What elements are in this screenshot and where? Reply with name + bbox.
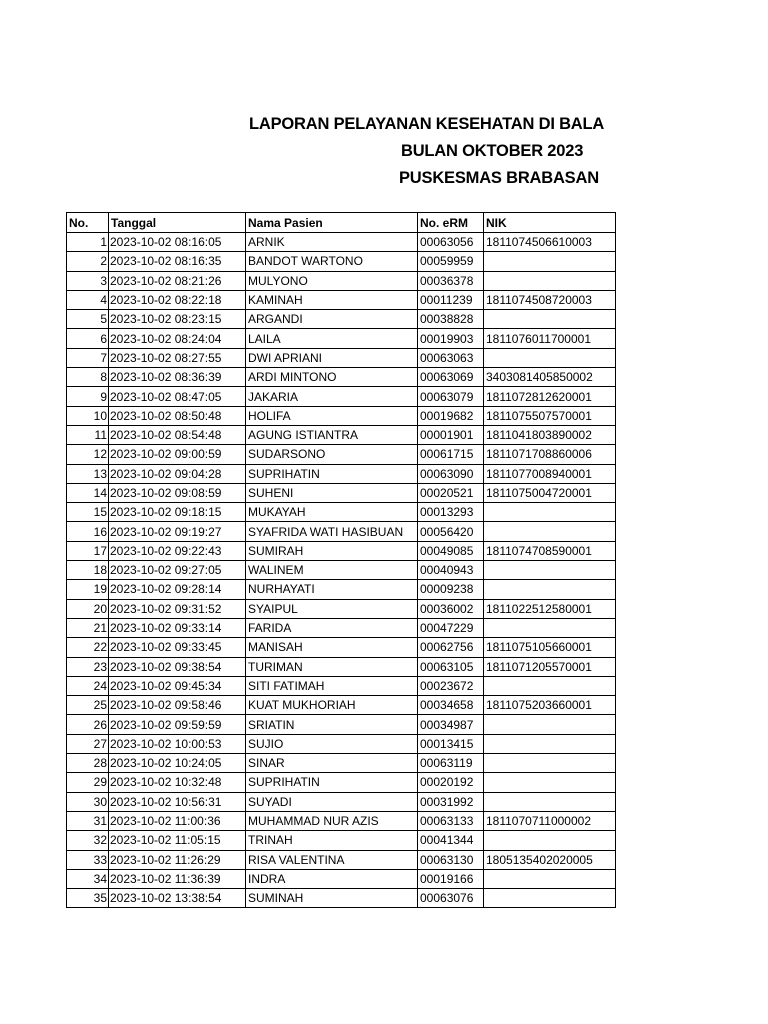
table-row (67, 599, 616, 618)
cell-nik (484, 348, 616, 367)
cell-no-erm: 00063079 (418, 387, 484, 406)
cell-tanggal: 2023-10-02 08:21:26 (109, 271, 246, 290)
cell-no: 31 (67, 811, 109, 830)
cell-no: 30 (67, 792, 109, 811)
table-row (67, 503, 616, 522)
table-row (67, 638, 616, 657)
column-header-nama-pasien: Nama Pasien (246, 213, 418, 233)
table-row (67, 657, 616, 676)
table-body (67, 233, 616, 908)
cell-nama-pasien: SUHENI (246, 483, 418, 502)
cell-nik (484, 561, 616, 580)
cell-tanggal: 2023-10-02 08:23:15 (109, 310, 246, 329)
cell-no: 33 (67, 850, 109, 869)
cell-nama-pasien: MANISAH (246, 638, 418, 657)
cell-no-erm: 00063090 (418, 464, 484, 483)
cell-nik: 1811072812620001 (484, 387, 616, 406)
cell-no-erm: 00063056 (418, 233, 484, 252)
cell-nama-pasien: KAMINAH (246, 290, 418, 309)
cell-nama-pasien: SRIATIN (246, 715, 418, 734)
cell-no-erm: 00040943 (418, 561, 484, 580)
column-header-no-erm: No. eRM (418, 213, 484, 233)
cell-nama-pasien: LAILA (246, 329, 418, 348)
cell-no-erm: 00063076 (418, 889, 484, 908)
cell-nik: 1811071708860006 (484, 445, 616, 464)
table-row (67, 445, 616, 464)
table-row (67, 522, 616, 541)
cell-nama-pasien: SITI FATIMAH (246, 676, 418, 695)
report-title: LAPORAN PELAYANAN KESEHATAN DI BALA (249, 115, 605, 133)
cell-tanggal: 2023-10-02 08:36:39 (109, 368, 246, 387)
cell-no-erm: 00062756 (418, 638, 484, 657)
cell-no-erm: 00041344 (418, 831, 484, 850)
cell-nama-pasien: MUKAYAH (246, 503, 418, 522)
table-row (67, 869, 616, 888)
table-row (67, 310, 616, 329)
cell-no: 14 (67, 483, 109, 502)
cell-nama-pasien: FARIDA (246, 618, 418, 637)
cell-nik: 1811075105660001 (484, 638, 616, 657)
cell-tanggal: 2023-10-02 11:00:36 (109, 811, 246, 830)
report-facility: PUSKESMAS BRABASAN (399, 169, 599, 187)
cell-no: 32 (67, 831, 109, 850)
table-row (67, 425, 616, 444)
cell-nik (484, 715, 616, 734)
cell-no: 12 (67, 445, 109, 464)
cell-nama-pasien: MULYONO (246, 271, 418, 290)
table-row (67, 676, 616, 695)
cell-no-erm: 00020192 (418, 773, 484, 792)
cell-nik: 1811075004720001 (484, 483, 616, 502)
cell-nama-pasien: INDRA (246, 869, 418, 888)
cell-tanggal: 2023-10-02 09:59:59 (109, 715, 246, 734)
cell-no-erm: 00049085 (418, 541, 484, 560)
cell-nik: 1811074508720003 (484, 290, 616, 309)
cell-tanggal: 2023-10-02 08:24:04 (109, 329, 246, 348)
cell-no-erm: 00034658 (418, 696, 484, 715)
cell-no-erm: 00019903 (418, 329, 484, 348)
cell-nama-pasien: DWI APRIANI (246, 348, 418, 367)
cell-no-erm: 00011239 (418, 290, 484, 309)
cell-nama-pasien: SUMIRAH (246, 541, 418, 560)
cell-tanggal: 2023-10-02 09:45:34 (109, 676, 246, 695)
table-row (67, 696, 616, 715)
cell-no: 16 (67, 522, 109, 541)
table-row (67, 811, 616, 830)
column-header-nik: NIK (484, 213, 616, 233)
cell-tanggal: 2023-10-02 09:22:43 (109, 541, 246, 560)
cell-no-erm: 00009238 (418, 580, 484, 599)
cell-tanggal: 2023-10-02 09:58:46 (109, 696, 246, 715)
cell-nik: 1811071205570001 (484, 657, 616, 676)
table-row (67, 329, 616, 348)
cell-no-erm: 00063119 (418, 754, 484, 773)
cell-tanggal: 2023-10-02 11:36:39 (109, 869, 246, 888)
cell-no: 24 (67, 676, 109, 695)
cell-nama-pasien: TURIMAN (246, 657, 418, 676)
patient-table (66, 212, 616, 908)
table-row (67, 290, 616, 309)
cell-no: 29 (67, 773, 109, 792)
table-row (67, 348, 616, 367)
cell-nik: 1811074708590001 (484, 541, 616, 560)
cell-no: 13 (67, 464, 109, 483)
cell-nama-pasien: ARNIK (246, 233, 418, 252)
cell-no: 4 (67, 290, 109, 309)
cell-nama-pasien: KUAT MUKHORIAH (246, 696, 418, 715)
cell-tanggal: 2023-10-02 09:38:54 (109, 657, 246, 676)
cell-no: 23 (67, 657, 109, 676)
cell-tanggal: 2023-10-02 09:31:52 (109, 599, 246, 618)
column-header-tanggal: Tanggal (109, 213, 246, 233)
cell-nik (484, 252, 616, 271)
cell-no: 5 (67, 310, 109, 329)
table-header-row (67, 213, 616, 233)
cell-no-erm: 00063105 (418, 657, 484, 676)
cell-no: 9 (67, 387, 109, 406)
cell-no: 25 (67, 696, 109, 715)
cell-no-erm: 00023672 (418, 676, 484, 695)
cell-no: 22 (67, 638, 109, 657)
cell-nama-pasien: SUDARSONO (246, 445, 418, 464)
cell-nik (484, 618, 616, 637)
cell-no-erm: 00063063 (418, 348, 484, 367)
table-row (67, 850, 616, 869)
cell-tanggal: 2023-10-02 11:26:29 (109, 850, 246, 869)
table-row (67, 618, 616, 637)
table-row (67, 580, 616, 599)
cell-no: 2 (67, 252, 109, 271)
cell-no: 26 (67, 715, 109, 734)
cell-tanggal: 2023-10-02 08:54:48 (109, 425, 246, 444)
cell-no: 19 (67, 580, 109, 599)
cell-nik (484, 310, 616, 329)
cell-no-erm: 00019166 (418, 869, 484, 888)
table-row (67, 483, 616, 502)
cell-no: 15 (67, 503, 109, 522)
cell-nama-pasien: JAKARIA (246, 387, 418, 406)
table-row (67, 792, 616, 811)
cell-no: 10 (67, 406, 109, 425)
cell-nik (484, 831, 616, 850)
cell-nik (484, 734, 616, 753)
cell-tanggal: 2023-10-02 09:27:05 (109, 561, 246, 580)
cell-nama-pasien: SINAR (246, 754, 418, 773)
cell-nik: 1811076011700001 (484, 329, 616, 348)
cell-no-erm: 00061715 (418, 445, 484, 464)
table-row (67, 387, 616, 406)
cell-nik (484, 271, 616, 290)
cell-tanggal: 2023-10-02 09:33:14 (109, 618, 246, 637)
cell-nama-pasien: SUJIO (246, 734, 418, 753)
cell-nama-pasien: MUHAMMAD NUR AZIS (246, 811, 418, 830)
cell-no: 3 (67, 271, 109, 290)
cell-nama-pasien: SUPRIHATIN (246, 773, 418, 792)
cell-no-erm: 00013293 (418, 503, 484, 522)
cell-tanggal: 2023-10-02 10:00:53 (109, 734, 246, 753)
cell-nik: 1811070711000002 (484, 811, 616, 830)
cell-nik (484, 754, 616, 773)
table-row (67, 734, 616, 753)
table-row (67, 541, 616, 560)
cell-no: 34 (67, 869, 109, 888)
cell-no-erm: 00047229 (418, 618, 484, 637)
cell-tanggal: 2023-10-02 09:00:59 (109, 445, 246, 464)
cell-nama-pasien: TRINAH (246, 831, 418, 850)
cell-no: 18 (67, 561, 109, 580)
cell-no-erm: 00019682 (418, 406, 484, 425)
cell-tanggal: 2023-10-02 08:27:55 (109, 348, 246, 367)
table-row (67, 271, 616, 290)
cell-tanggal: 2023-10-02 08:50:48 (109, 406, 246, 425)
cell-nama-pasien: SUYADI (246, 792, 418, 811)
table-row (67, 715, 616, 734)
cell-no-erm: 00031992 (418, 792, 484, 811)
cell-no-erm: 00059959 (418, 252, 484, 271)
cell-nama-pasien: HOLIFA (246, 406, 418, 425)
cell-tanggal: 2023-10-02 09:33:45 (109, 638, 246, 657)
cell-tanggal: 2023-10-02 08:47:05 (109, 387, 246, 406)
cell-no-erm: 00034987 (418, 715, 484, 734)
cell-nik: 1811041803890002 (484, 425, 616, 444)
table-row (67, 252, 616, 271)
cell-nama-pasien: NURHAYATI (246, 580, 418, 599)
cell-nik (484, 869, 616, 888)
cell-nik (484, 792, 616, 811)
cell-nik: 3403081405850002 (484, 368, 616, 387)
table-row (67, 368, 616, 387)
cell-tanggal: 2023-10-02 09:18:15 (109, 503, 246, 522)
table-row (67, 406, 616, 425)
cell-no: 21 (67, 618, 109, 637)
report-period: BULAN OKTOBER 2023 (401, 142, 584, 160)
cell-no: 27 (67, 734, 109, 753)
cell-no-erm: 00020521 (418, 483, 484, 502)
cell-nik (484, 889, 616, 908)
cell-nik: 1811075203660001 (484, 696, 616, 715)
table-row (67, 561, 616, 580)
cell-nik: 1811022512580001 (484, 599, 616, 618)
cell-no-erm: 00063130 (418, 850, 484, 869)
cell-no-erm: 00036002 (418, 599, 484, 618)
cell-nik: 1811074506610003 (484, 233, 616, 252)
cell-nik (484, 580, 616, 599)
cell-no-erm: 00036378 (418, 271, 484, 290)
cell-tanggal: 2023-10-02 08:16:35 (109, 252, 246, 271)
cell-no-erm: 00056420 (418, 522, 484, 541)
cell-no: 17 (67, 541, 109, 560)
cell-nik: 1805135402020005 (484, 850, 616, 869)
cell-tanggal: 2023-10-02 09:19:27 (109, 522, 246, 541)
cell-nama-pasien: SUPRIHATIN (246, 464, 418, 483)
cell-no: 28 (67, 754, 109, 773)
cell-no: 20 (67, 599, 109, 618)
cell-no-erm: 00063069 (418, 368, 484, 387)
cell-no-erm: 00038828 (418, 310, 484, 329)
cell-tanggal: 2023-10-02 09:28:14 (109, 580, 246, 599)
cell-nama-pasien: AGUNG ISTIANTRA (246, 425, 418, 444)
column-header-no: No. (67, 213, 109, 233)
cell-no: 11 (67, 425, 109, 444)
cell-tanggal: 2023-10-02 10:56:31 (109, 792, 246, 811)
cell-nama-pasien: RISA VALENTINA (246, 850, 418, 869)
cell-nama-pasien: ARDI MINTONO (246, 368, 418, 387)
table-row (67, 773, 616, 792)
cell-nama-pasien: SUMINAH (246, 889, 418, 908)
cell-nama-pasien: SYAIPUL (246, 599, 418, 618)
cell-nama-pasien: WALINEM (246, 561, 418, 580)
table-row (67, 233, 616, 252)
table-row (67, 831, 616, 850)
cell-tanggal: 2023-10-02 13:38:54 (109, 889, 246, 908)
table-row (67, 464, 616, 483)
cell-tanggal: 2023-10-02 10:32:48 (109, 773, 246, 792)
cell-tanggal: 2023-10-02 08:16:05 (109, 233, 246, 252)
cell-no: 7 (67, 348, 109, 367)
cell-nik (484, 503, 616, 522)
cell-no-erm: 00063133 (418, 811, 484, 830)
table-row (67, 889, 616, 908)
cell-nik (484, 773, 616, 792)
cell-nik: 1811075507570001 (484, 406, 616, 425)
cell-tanggal: 2023-10-02 09:04:28 (109, 464, 246, 483)
cell-nik (484, 676, 616, 695)
cell-no: 35 (67, 889, 109, 908)
cell-no: 1 (67, 233, 109, 252)
cell-nik: 1811077008940001 (484, 464, 616, 483)
cell-no-erm: 00013415 (418, 734, 484, 753)
cell-nik (484, 522, 616, 541)
cell-nama-pasien: SYAFRIDA WATI HASIBUAN (246, 522, 418, 541)
cell-nama-pasien: ARGANDI (246, 310, 418, 329)
cell-nama-pasien: BANDOT WARTONO (246, 252, 418, 271)
cell-tanggal: 2023-10-02 11:05:15 (109, 831, 246, 850)
cell-no: 8 (67, 368, 109, 387)
cell-no-erm: 00001901 (418, 425, 484, 444)
cell-tanggal: 2023-10-02 08:22:18 (109, 290, 246, 309)
table-row (67, 754, 616, 773)
cell-no: 6 (67, 329, 109, 348)
cell-tanggal: 2023-10-02 09:08:59 (109, 483, 246, 502)
cell-tanggal: 2023-10-02 10:24:05 (109, 754, 246, 773)
